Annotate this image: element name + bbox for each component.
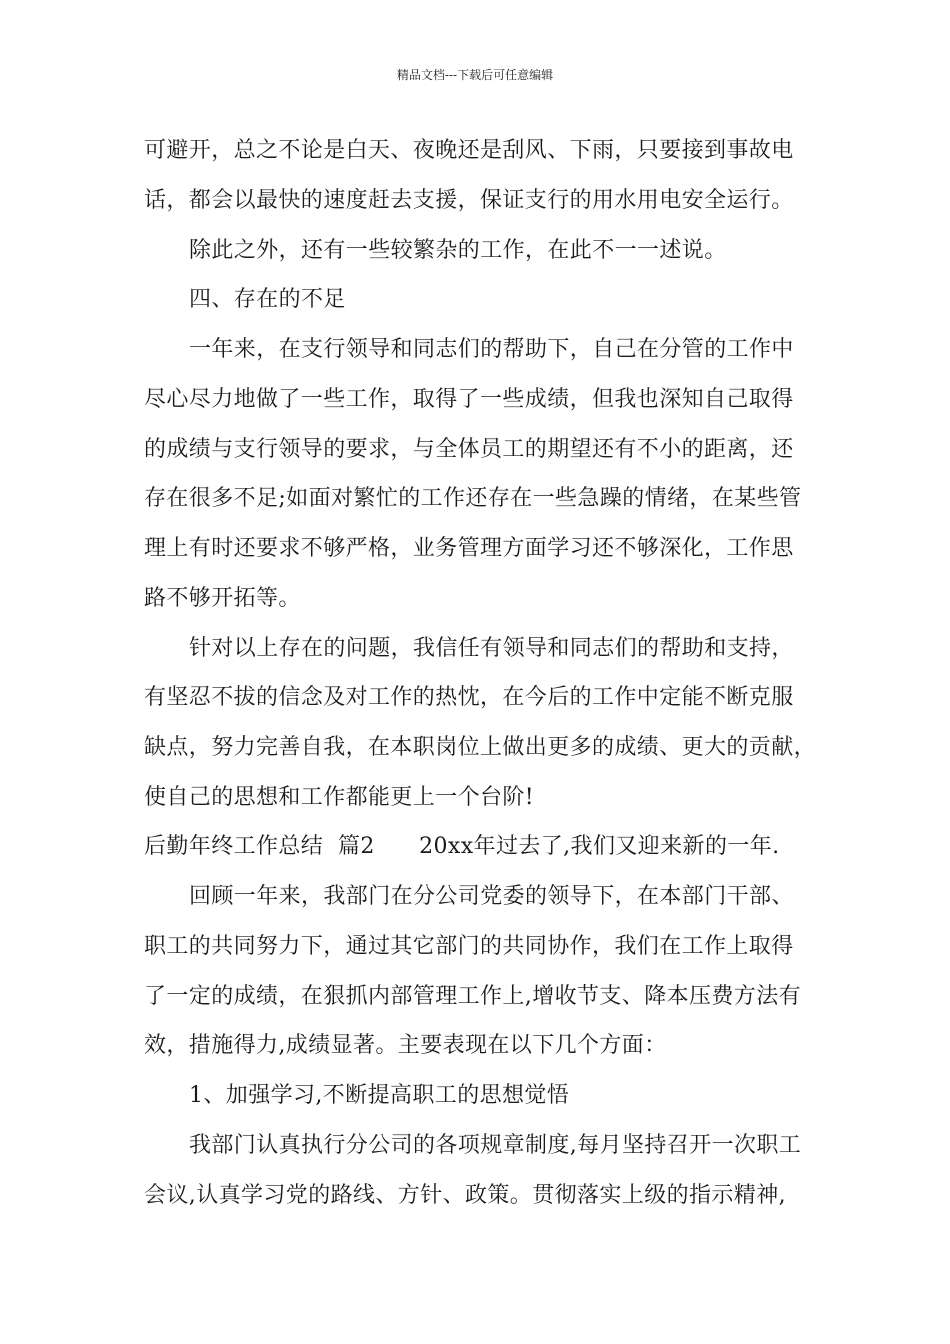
text-line-11: 针对以上存在的问题，我信任有领导和同志们的帮助和支持， <box>189 636 794 661</box>
text-line-22: 会议,认真学习党的路线、方针、政策。贯彻落实上级的指示精神, <box>144 1183 786 1208</box>
text-line-9: 理上有时还要求不够严格，业务管理方面学习还不够深化，工作思 <box>144 536 794 561</box>
text-line-14: 使自己的思想和工作都能更上一个台阶! <box>144 785 535 810</box>
text-line-17: 职工的共同努力下，通过其它部门的共同协作，我们在工作上取得 <box>144 934 794 959</box>
text-line-3: 除此之外，还有一些较繁杂的工作，在此不一一述说。 <box>189 238 727 263</box>
text-line-8: 存在很多不足;如面对繁忙的工作还存在一些急躁的情绪，在某些管 <box>144 486 802 511</box>
text-line-2: 话，都会以最快的速度赶去支援，保证支行的用水用电安全运行。 <box>144 188 794 213</box>
text-line-13: 缺点，努力完善自我，在本职岗位上做出更多的成绩、更大的贡献， <box>144 735 817 760</box>
text-line-12: 有坚忍不拔的信念及对工作的热忱，在今后的工作中定能不断克服 <box>144 685 794 710</box>
text-line-18: 了一定的成绩，在狠抓内部管理工作上,增收节支、降本压费方法有 <box>144 984 801 1009</box>
text-line-6: 尽心尽力地做了一些工作，取得了一些成绩，但我也深知自己取得 <box>144 387 794 412</box>
page-header: 精品文档---下载后可任意编辑 <box>396 68 554 82</box>
text-line-21: 我部门认真执行分公司的各项规章制度,每月坚持召开一次职工 <box>189 1133 802 1158</box>
section-heading-study: 1、加强学习,不断提高职工的思想觉悟 <box>189 1083 570 1108</box>
text-line-5: 一年来，在支行领导和同志们的帮助下，自己在分管的工作中 <box>189 337 794 362</box>
text-line-7: 的成绩与支行领导的要求，与全体员工的期望还有不小的距离，还 <box>144 437 794 462</box>
text-line-10: 路不够开拓等。 <box>144 586 301 611</box>
section-heading-shortcomings: 四、存在的不足 <box>189 287 346 312</box>
text-line-1: 可避开，总之不论是白天、夜晚还是刮风、下雨，只要接到事故电 <box>144 138 794 163</box>
article-title-line: 后勤年终工作总结 篇2 20xx年过去了,我们又迎来新的一年. <box>144 834 780 859</box>
text-line-19: 效，措施得力,成绩显著。主要表现在以下几个方面： <box>144 1033 667 1058</box>
text-line-16: 回顾一年来，我部门在分公司党委的领导下，在本部门干部、 <box>189 884 794 909</box>
